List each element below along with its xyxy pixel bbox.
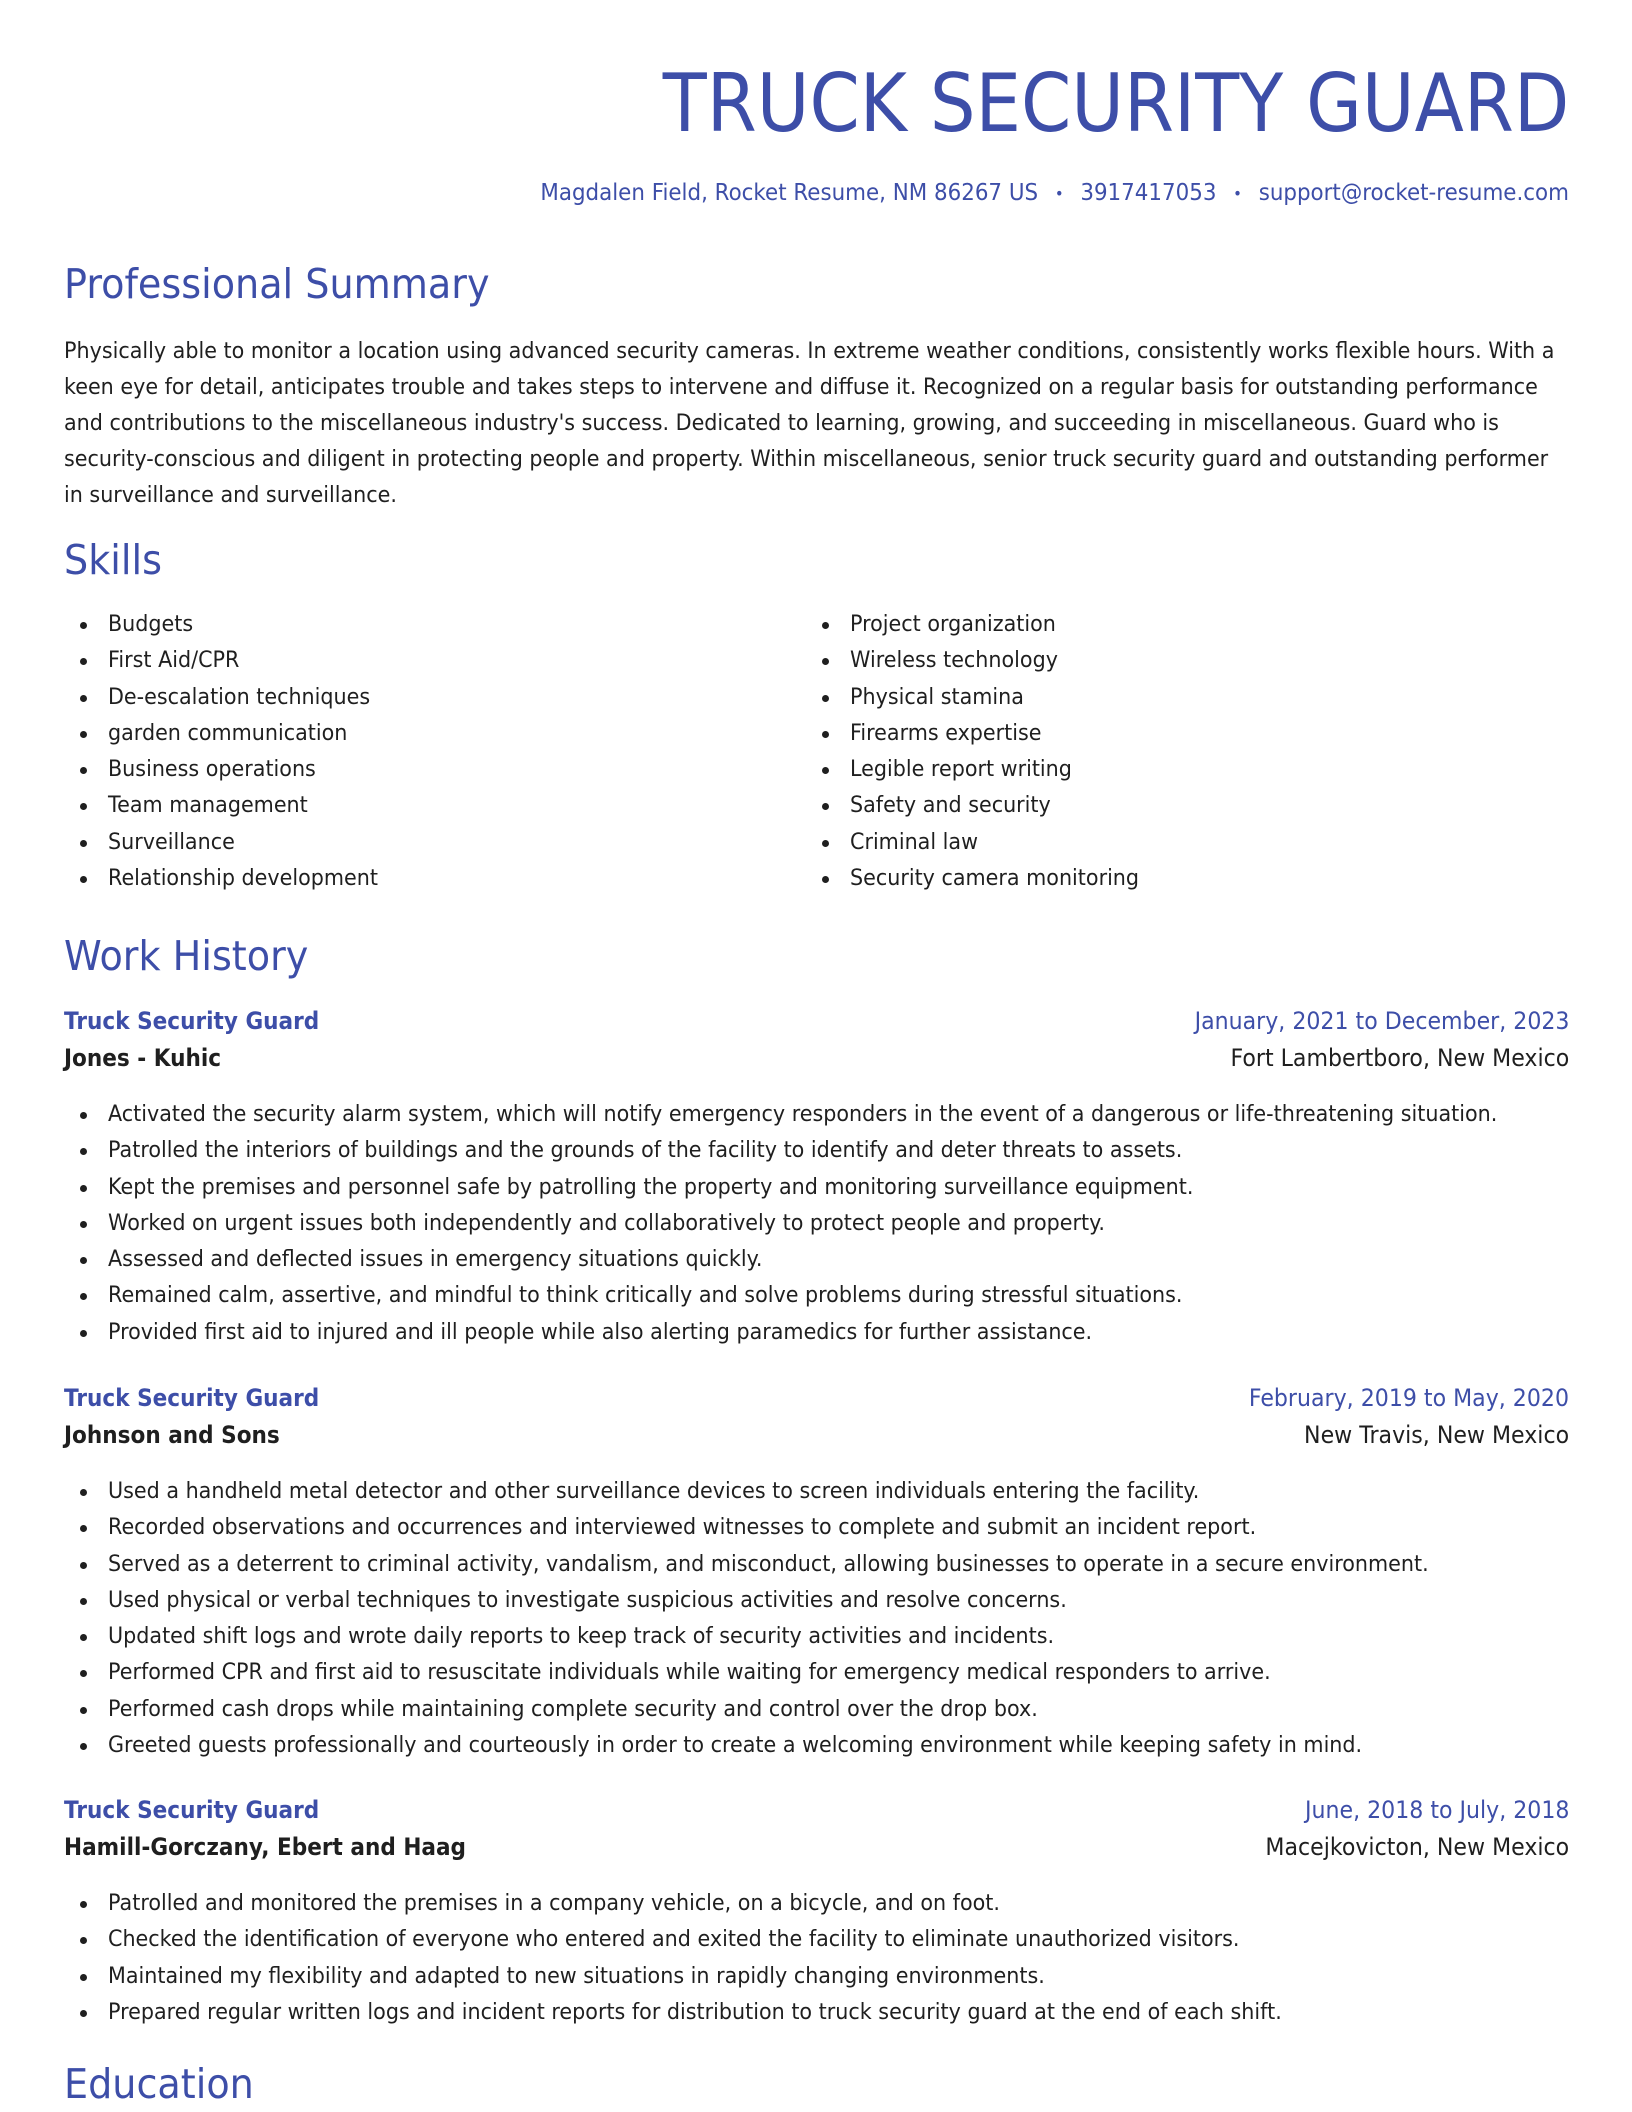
- page-title: TRUCK SECURITY GUARD: [662, 57, 1569, 150]
- bullet-icon: [822, 731, 829, 738]
- list-item: Worked on urgent issues both independently and collaboratively to protect people and property.: [64, 1206, 1586, 1242]
- list-item: First Aid/CPR: [64, 643, 395, 679]
- bullet-icon: [80, 1293, 87, 1300]
- list-item: Performed cash drops while maintaining complete security and control over the drop box.: [64, 1692, 1513, 1728]
- job-location: Macejkovicton, New Mexico: [1265, 1833, 1569, 1861]
- bullet-icon: [822, 840, 829, 847]
- list-item: Project organization: [806, 607, 1158, 643]
- job-header: [64, 1007, 1569, 1077]
- contact-email: support@rocket-resume.com: [1258, 180, 1569, 206]
- skills-list-left: [64, 607, 395, 897]
- job-bullets: [64, 1474, 1513, 1764]
- list-item: Surveillance: [64, 825, 395, 861]
- bullet-icon: [822, 876, 829, 883]
- job-location: Fort Lambertboro, New Mexico: [1230, 1044, 1569, 1072]
- list-item: garden communication: [64, 716, 395, 752]
- list-item: Used physical or verbal techniques to investigate suspicious activities and resolve concerns.: [64, 1583, 1513, 1619]
- bullet-icon: [822, 658, 829, 665]
- section-title-skills: Skills: [64, 536, 162, 584]
- separator-dot: •: [1233, 183, 1243, 203]
- bullet-icon: [80, 2010, 87, 2017]
- list-item: Patrolled the interiors of buildings and the grounds of the facility to identify and deter threats to assets.: [64, 1133, 1586, 1169]
- section-title-summary: Professional Summary: [64, 260, 490, 308]
- list-item: Patrolled and monitored the premises in a company vehicle, on a bicycle, and on foot.: [64, 1886, 1357, 1922]
- contact-address: Magdalen Field, Rocket Resume, NM 86267 US: [540, 180, 1039, 206]
- bullet-icon: [80, 1185, 87, 1192]
- job-title: Truck Security Guard: [64, 1007, 320, 1035]
- list-item: Relationship development: [64, 861, 395, 897]
- bullet-icon: [80, 622, 87, 629]
- bullet-icon: [80, 1330, 87, 1337]
- bullet-icon: [822, 767, 829, 774]
- section-title-education: Education: [64, 2060, 254, 2108]
- job-header: [64, 1384, 1569, 1454]
- job-header: [64, 1796, 1569, 1866]
- job-company: Hamill-Gorczany, Ebert and Haag: [64, 1833, 467, 1861]
- list-item: Safety and security: [806, 788, 1158, 824]
- bullet-icon: [80, 1937, 87, 1944]
- bullet-icon: [80, 731, 87, 738]
- bullet-icon: [80, 1707, 87, 1714]
- list-item: Activated the security alarm system, which will notify emergency responders in the event of a dangerous or life-threatening situation.: [64, 1097, 1586, 1133]
- job-location: New Travis, New Mexico: [1303, 1421, 1569, 1449]
- section-title-work-history: Work History: [64, 932, 309, 980]
- list-item: Criminal law: [806, 825, 1158, 861]
- bullet-icon: [80, 1743, 87, 1750]
- bullet-icon: [80, 1562, 87, 1569]
- bullet-icon: [80, 1257, 87, 1264]
- list-item: Greeted guests professionally and courteously in order to create a welcoming environment while keeping safety in mind.: [64, 1728, 1513, 1764]
- list-item: Security camera monitoring: [806, 861, 1158, 897]
- job-dates: February, 2019 to May, 2020: [1248, 1384, 1569, 1412]
- job-title: Truck Security Guard: [64, 1796, 320, 1824]
- list-item: Used a handheld metal detector and other surveillance devices to screen individuals entering the facility.: [64, 1474, 1513, 1510]
- list-item: Business operations: [64, 752, 395, 788]
- bullet-icon: [80, 767, 87, 774]
- list-item: Physical stamina: [806, 680, 1158, 716]
- list-item: Served as a deterrent to criminal activity, vandalism, and misconduct, allowing businesses to operate in a secure environment.: [64, 1547, 1513, 1583]
- list-item: Firearms expertise: [806, 716, 1158, 752]
- bullet-icon: [80, 1489, 87, 1496]
- list-item: Maintained my flexibility and adapted to new situations in rapidly changing environments.: [64, 1959, 1357, 1995]
- list-item: Remained calm, assertive, and mindful to think critically and solve problems during stressful situations.: [64, 1278, 1586, 1314]
- list-item: Assessed and deflected issues in emergency situations quickly.: [64, 1242, 1586, 1278]
- bullet-icon: [80, 1148, 87, 1155]
- bullet-icon: [80, 1598, 87, 1605]
- list-item: Budgets: [64, 607, 395, 643]
- list-item: Performed CPR and first aid to resuscitate individuals while waiting for emergency medical responders to arrive.: [64, 1655, 1513, 1691]
- contact-phone: 3917417053: [1080, 180, 1217, 206]
- skills-list-right: [806, 607, 1158, 897]
- bullet-icon: [80, 1901, 87, 1908]
- bullet-icon: [80, 1525, 87, 1532]
- bullet-icon: [80, 1974, 87, 1981]
- list-item: Updated shift logs and wrote daily reports to keep track of security activities and incidents.: [64, 1619, 1513, 1655]
- contact-line: [540, 180, 1569, 206]
- bullet-icon: [80, 1670, 87, 1677]
- job-title: Truck Security Guard: [64, 1384, 320, 1412]
- job-company: Jones - Kuhic: [64, 1044, 222, 1072]
- bullet-icon: [80, 803, 87, 810]
- job-bullets: [64, 1886, 1357, 2031]
- list-item: Kept the premises and personnel safe by patrolling the property and monitoring surveillance equipment.: [64, 1170, 1586, 1206]
- list-item: Wireless technology: [806, 643, 1158, 679]
- list-item: Legible report writing: [806, 752, 1158, 788]
- bullet-icon: [80, 1221, 87, 1228]
- separator-dot: •: [1054, 183, 1064, 203]
- list-item: Provided first aid to injured and ill people while also alerting paramedics for further assistance.: [64, 1315, 1586, 1351]
- bullet-icon: [822, 695, 829, 702]
- job-bullets: [64, 1097, 1586, 1351]
- bullet-icon: [822, 803, 829, 810]
- list-item: Recorded observations and occurrences and interviewed witnesses to complete and submit an incident report.: [64, 1510, 1513, 1546]
- list-item: Team management: [64, 788, 395, 824]
- job-company: Johnson and Sons: [64, 1421, 280, 1449]
- job-dates: January, 2021 to December, 2023: [1194, 1007, 1569, 1035]
- bullet-icon: [80, 840, 87, 847]
- list-item: Checked the identification of everyone who entered and exited the facility to eliminate unauthorized visitors.: [64, 1922, 1357, 1958]
- bullet-icon: [80, 695, 87, 702]
- summary-text: Physically able to monitor a location using advanced security cameras. In extreme weather conditions, consistently works flexible hours. With a keen eye for detail, anticipates trouble and takes steps to intervene and diffuse it. Recognized on a regular basis for outstanding performance and contributions to the miscellaneous industry's success. Dedicated to learning, growing, and succeeding in miscellaneous. Guard who is security-conscious and diligent in protecting people and property. Within miscellaneous, senior truck security guard and outstanding performer in surveillance and surveillance.: [64, 339, 1555, 508]
- job-dates: June, 2018 to July, 2018: [1304, 1796, 1569, 1824]
- list-item: De-escalation techniques: [64, 680, 395, 716]
- bullet-icon: [80, 658, 87, 665]
- bullet-icon: [822, 622, 829, 629]
- bullet-icon: [80, 1634, 87, 1641]
- list-item: Prepared regular written logs and incident reports for distribution to truck security guard at the end of each shift.: [64, 1995, 1357, 2031]
- bullet-icon: [80, 1112, 87, 1119]
- bullet-icon: [80, 876, 87, 883]
